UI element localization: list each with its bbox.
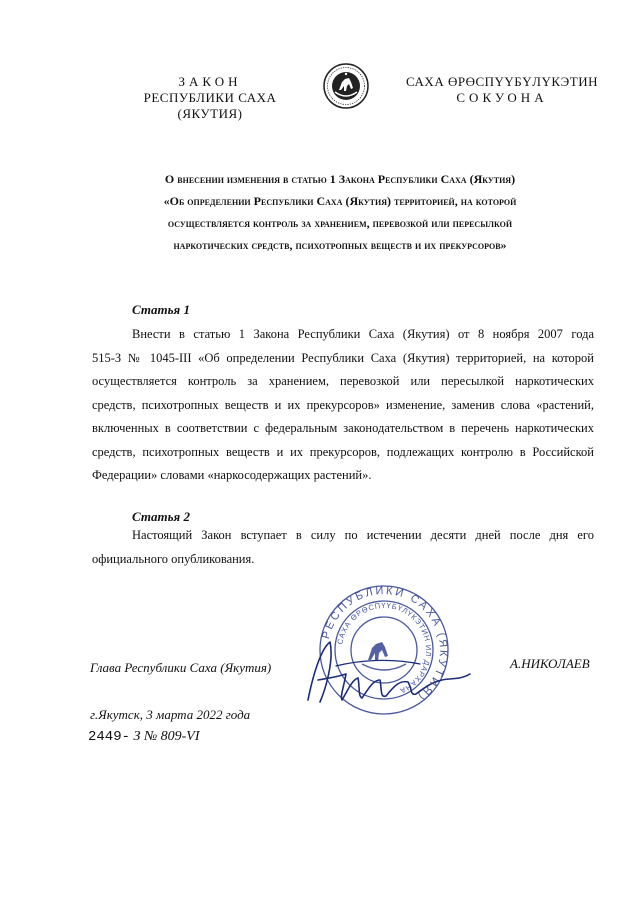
article-line: официального опубликования. xyxy=(92,551,255,566)
registration-law-number: З № 809-VI xyxy=(133,729,200,744)
header-right-republic: САХА ӨРӨСПҮҮБҮЛҮКЭТИН xyxy=(406,74,598,89)
registration-prefix: 2449- xyxy=(88,729,131,745)
title-line: О внесении изменения в статью 1 Закона Республики Саха (Якутия) xyxy=(164,172,516,186)
article-1-body xyxy=(92,323,594,488)
header-right xyxy=(402,74,602,106)
header-right-law: СОКУОНА xyxy=(456,90,548,105)
handwritten-signature xyxy=(300,630,480,710)
article-line: Внести в статью 1 Закона Республики Саха (Якутия) от 8 ноября 2007 года xyxy=(132,327,594,341)
article-line: средств, психотропных веществ и их прекурсоров» изменение, заменив слова «растений, xyxy=(92,397,594,412)
article-line: осуществляется контроль за хранением, перевозкой или пересылкой наркотических xyxy=(92,374,594,388)
article-line: Федерации» словами «наркосодержащих растений». xyxy=(92,468,372,482)
article-2-body xyxy=(92,524,594,571)
header-left xyxy=(110,74,310,122)
article-line: средств, психотропных веществ и их прекурсоров, подлежащих контролю в Российской xyxy=(92,444,594,459)
seal-inner-text: САХА ӨРӨСПҮҮБҮЛҮКЭТИН ИЛ ДАРХАНА xyxy=(335,600,434,696)
article-line: Настоящий Закон вступает в силу по истечении десяти дней после дня его xyxy=(132,528,594,542)
header-left-republic: РЕСПУБЛИКИ САХА (ЯКУТИЯ) xyxy=(143,90,277,121)
place-and-date: г.Якутск, 3 марта 2022 года xyxy=(90,707,251,722)
title-line: осуществляется контроль за хранением, перевозкой или пересылкой xyxy=(167,216,513,230)
article-line: 515-З № 1045-III «Об определении Республики Саха (Якутия) территорией, на которой xyxy=(92,350,594,365)
title-line: «Об определении Республики Саха (Якутия) территорией, на которой xyxy=(163,194,517,208)
signatory-name: А.НИКОЛАЕВ xyxy=(510,656,590,671)
header-left-law: ЗАКОН xyxy=(178,74,242,89)
article-2-heading: Статья 2 xyxy=(132,509,190,524)
seal-outer-text: РЕСПУБЛИКИ САХА (ЯКУТИЯ) xyxy=(320,584,450,704)
article-1-heading: Статья 1 xyxy=(132,302,190,317)
republic-emblem-icon xyxy=(322,62,370,110)
registration-number xyxy=(88,729,200,745)
signatory-role: Глава Республики Саха (Якутия) xyxy=(90,660,272,675)
article-line: включенных в соответствии с федеральным законодательством в перечень наркотических xyxy=(92,421,594,435)
document-title xyxy=(100,168,580,256)
title-line: наркотических средств, психотропных веществ и их прекурсоров» xyxy=(173,238,507,252)
